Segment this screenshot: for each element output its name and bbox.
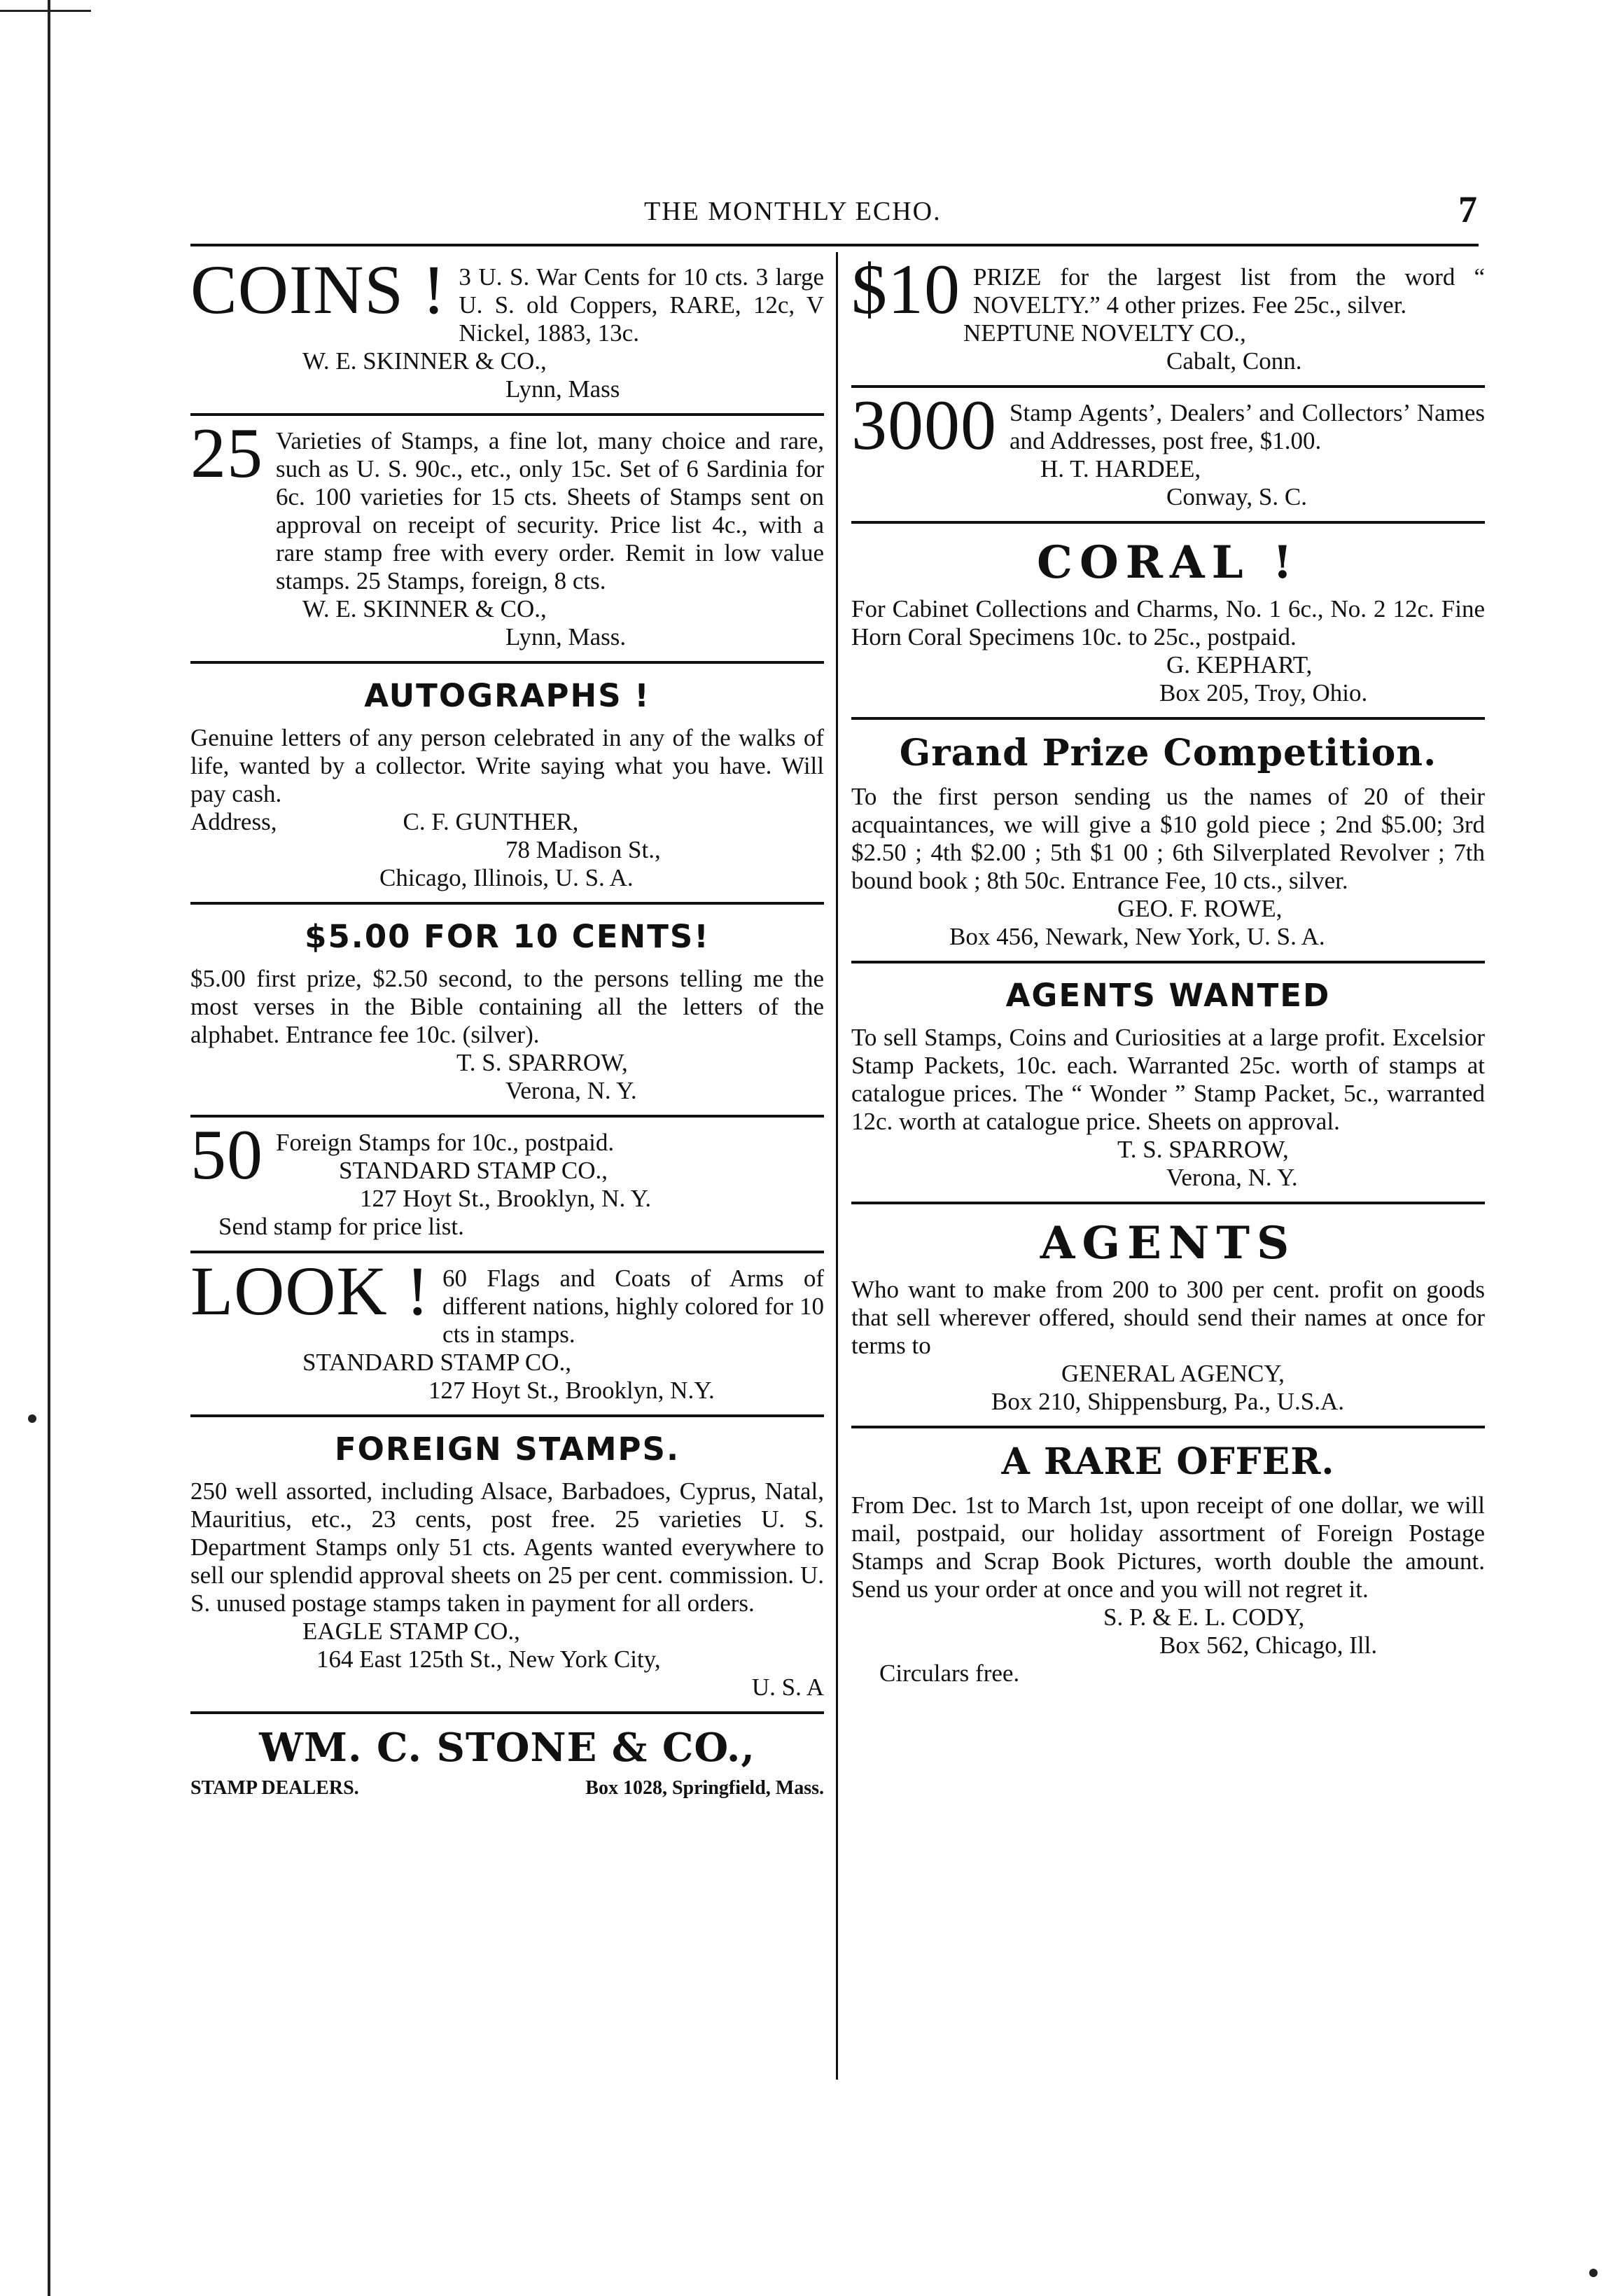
ad-text: From Dec. 1st to March 1st, upon receipt of one dollar, we will mail, postpaid, our holiday assortment of Foreign Postage Stamps and Scrap Book Pictures, worth double the amount. Send us your order at once and you will not regret it.: [851, 1491, 1485, 1603]
ad-rare-offer: [851, 1426, 1485, 1697]
advertiser-city: Conway, S. C.: [1166, 483, 1307, 510]
page-header: [189, 188, 1477, 237]
advertiser-city: Box 562, Chicago, Ill.: [1159, 1631, 1378, 1659]
ad-text: Varieties of Stamps, a fine lot, many choice and rare, such as U. S. 90c., etc., only 15c. Set of 6 Sardinia for 6c. 100 varieties for 15 cts. Sheets of Stamps sent on approval on receipt of security. Price list 4c., with a rare stamp free with every order. Remit in low value stamps. 25 Stamps, foreign, 8 cts.: [276, 427, 824, 594]
ad-text: 3 U. S. War Cents for 10 cts. 3 large U. S. old Coppers, RARE, 12c, V Nickel, 1883, 13c.: [459, 263, 824, 347]
ad-text: 250 well assorted, including Alsace, Barbadoes, Cyprus, Natal, Mauritius, etc., 23 cents, post free. 25 varieties U. S. Department Stamps only 51 cts. Agents wanted everywhere to sell our splendid approval sheets on 25 per cent. commission. U. S. unused postage stamps taken in payment for all orders.: [190, 1477, 824, 1617]
ad-coral: [851, 521, 1485, 717]
advertiser-city: Chicago, Illinois, U. S. A.: [379, 864, 634, 891]
advertiser-street: 164 East 125th St., New York City,: [316, 1646, 661, 1673]
ad-lead: 25: [190, 414, 263, 493]
advertiser-country: U. S. A: [751, 1674, 824, 1701]
advertiser-name: STANDARD STAMP CO.,: [302, 1349, 571, 1376]
page-title: THE MONTHLY ECHO.: [644, 197, 942, 226]
advertiser-name: H. T. HARDEE,: [1040, 455, 1201, 482]
address-label: Address,: [190, 808, 277, 835]
ad-text: Who want to make from 200 to 300 per cent. profit on goods that sell wherever offered, should send their names at once for terms to: [851, 1276, 1485, 1359]
advertiser-name: W. E. SKINNER & CO.,: [302, 347, 547, 375]
advertiser-city: Lynn, Mass: [505, 375, 620, 403]
ad-note: Circulars free.: [879, 1660, 1020, 1687]
right-column: [851, 252, 1485, 1697]
advertiser-city: Verona, N. Y.: [505, 1077, 637, 1104]
ad-ten-dollars: [851, 252, 1485, 385]
advertiser-city: Box 205, Troy, Ohio.: [1159, 679, 1368, 707]
ad-title: AUTOGRAPHS !: [364, 677, 650, 714]
ad-coins: [190, 252, 824, 413]
advertiser-city: Box 210, Shippensburg, Pa., U.S.A.: [991, 1388, 1344, 1415]
ad-text: Genuine letters of any person celebrated in any of the walks of life, wanted by a collector. Write saying what you have. Will pay cash.: [190, 724, 824, 807]
advertiser-city: Verona, N. Y.: [1166, 1164, 1298, 1191]
ad-agents: [851, 1202, 1485, 1426]
ad-title: $5.00 FOR 10 CENTS!: [305, 918, 710, 955]
ad-title: A RARE OFFER.: [1001, 1440, 1335, 1483]
advertiser-name: NEPTUNE NOVELTY CO.,: [963, 319, 1246, 347]
advertiser-name: WM. C. STONE & CO.,: [259, 1725, 755, 1771]
ad-agents-wanted: [851, 961, 1485, 1202]
ad-text: PRIZE for the largest list from the word “ NOVELTY.” 4 other prizes. Fee 25c., silver.: [973, 263, 1485, 319]
ad-title: FOREIGN STAMPS.: [334, 1431, 680, 1468]
advertiser-name: T. S. SPARROW,: [1117, 1136, 1289, 1163]
ad-title: Grand Prize Competition.: [899, 732, 1437, 774]
ad-title: AGENTS: [1040, 1217, 1297, 1269]
ad-lead: COINS !: [190, 251, 447, 328]
ad-title: AGENTS WANTED: [1005, 977, 1331, 1014]
ad-grand-prize: [851, 717, 1485, 961]
column-divider: [836, 252, 838, 2080]
margin-dot: [28, 1414, 36, 1423]
corner-dot: [1589, 2269, 1598, 2277]
advertiser-name: C. F. GUNTHER,: [403, 808, 579, 835]
ad-stone: [190, 1711, 824, 1809]
ad-text: Stamp Agents’, Dealers’ and Collectors’ Names and Addresses, post free, $1.00.: [1010, 399, 1485, 454]
ad-text: To sell Stamps, Coins and Curiosities at a large profit. Excelsior Stamp Packets, 10c. each. Warranted 25c. worth of stamps at catalogue prices. The “ Wonder ” Stamp Packet, 5c., warranted 12c. worth at catalogue price. Sheets on approval.: [851, 1024, 1485, 1135]
advertiser-street: 127 Hoyt St., Brooklyn, N. Y.: [360, 1185, 652, 1212]
ad-text: 60 Flags and Coats of Arms of different nations, highly colored for 10 cts in stamps.: [442, 1265, 824, 1348]
advertiser-tagline: STAMP DEALERS.: [190, 1777, 359, 1799]
header-rule: [190, 244, 1479, 246]
binding-edge-line: [48, 0, 50, 2296]
advertiser-name: S. P. & E. L. CODY,: [1103, 1603, 1305, 1631]
ad-text: Foreign Stamps for 10c., postpaid.: [276, 1129, 615, 1156]
ad-look: [190, 1251, 824, 1414]
ad-three-thousand: [851, 385, 1485, 521]
ad-lead: LOOK !: [190, 1252, 431, 1330]
advertiser-name: G. KEPHART,: [1166, 651, 1313, 679]
ad-lead: 3000: [851, 386, 997, 465]
ad-lead: 50: [190, 1115, 263, 1195]
advertiser-name: T. S. SPARROW,: [456, 1049, 628, 1076]
advertiser-name: W. E. SKINNER & CO.,: [302, 595, 547, 622]
ad-title: CORAL !: [1037, 536, 1299, 589]
ad-autographs: [190, 661, 824, 902]
advertiser-street: 127 Hoyt St., Brooklyn, N.Y.: [428, 1377, 715, 1404]
ad-lead: $10: [851, 250, 961, 329]
ad-note: Send stamp for price list.: [218, 1213, 464, 1240]
advertiser-name: STANDARD STAMP CO.,: [339, 1157, 608, 1184]
ad-text: To the first person sending us the names of 20 of their acquaintances, we will give a $10 gold piece ; 2nd $5.00; 3rd $2.50 ; 4th $2.00 ; 5th $1 00 ; 6th Silverplated Revolver ; 7th bound book ; 8th 50c. Entrance Fee, 10 cts., silver.: [851, 783, 1485, 894]
ad-stamps-25: [190, 413, 824, 661]
advertiser-city: Box 456, Newark, New York, U. S. A.: [949, 923, 1325, 950]
advertiser-name: GEO. F. ROWE,: [1117, 895, 1283, 922]
advertiser-street: 78 Madison St.,: [505, 836, 661, 863]
left-column: [190, 252, 824, 1809]
ad-stamps-50: [190, 1115, 824, 1251]
ad-five-dollars: [190, 902, 824, 1115]
advertiser-city: Lynn, Mass.: [505, 623, 627, 650]
ad-text: For Cabinet Collections and Charms, No. 1 6c., No. 2 12c. Fine Horn Coral Specimens 10c. to 25c., postpaid.: [851, 595, 1485, 650]
advertiser-name: EAGLE STAMP CO.,: [302, 1617, 520, 1645]
ad-foreign-stamps: [190, 1414, 824, 1711]
ad-text: $5.00 first prize, $2.50 second, to the persons telling me the most verses in the Bible containing all the letters of the alphabet. Entrance fee 10c. (silver).: [190, 965, 824, 1048]
advertiser-city: Cabalt, Conn.: [1166, 347, 1302, 375]
page-number: 7: [1458, 188, 1477, 230]
advertiser-name: GENERAL AGENCY,: [1061, 1360, 1285, 1387]
advertiser-address: Box 1028, Springfield, Mass.: [585, 1777, 824, 1799]
binding-top-mark: [0, 10, 91, 12]
